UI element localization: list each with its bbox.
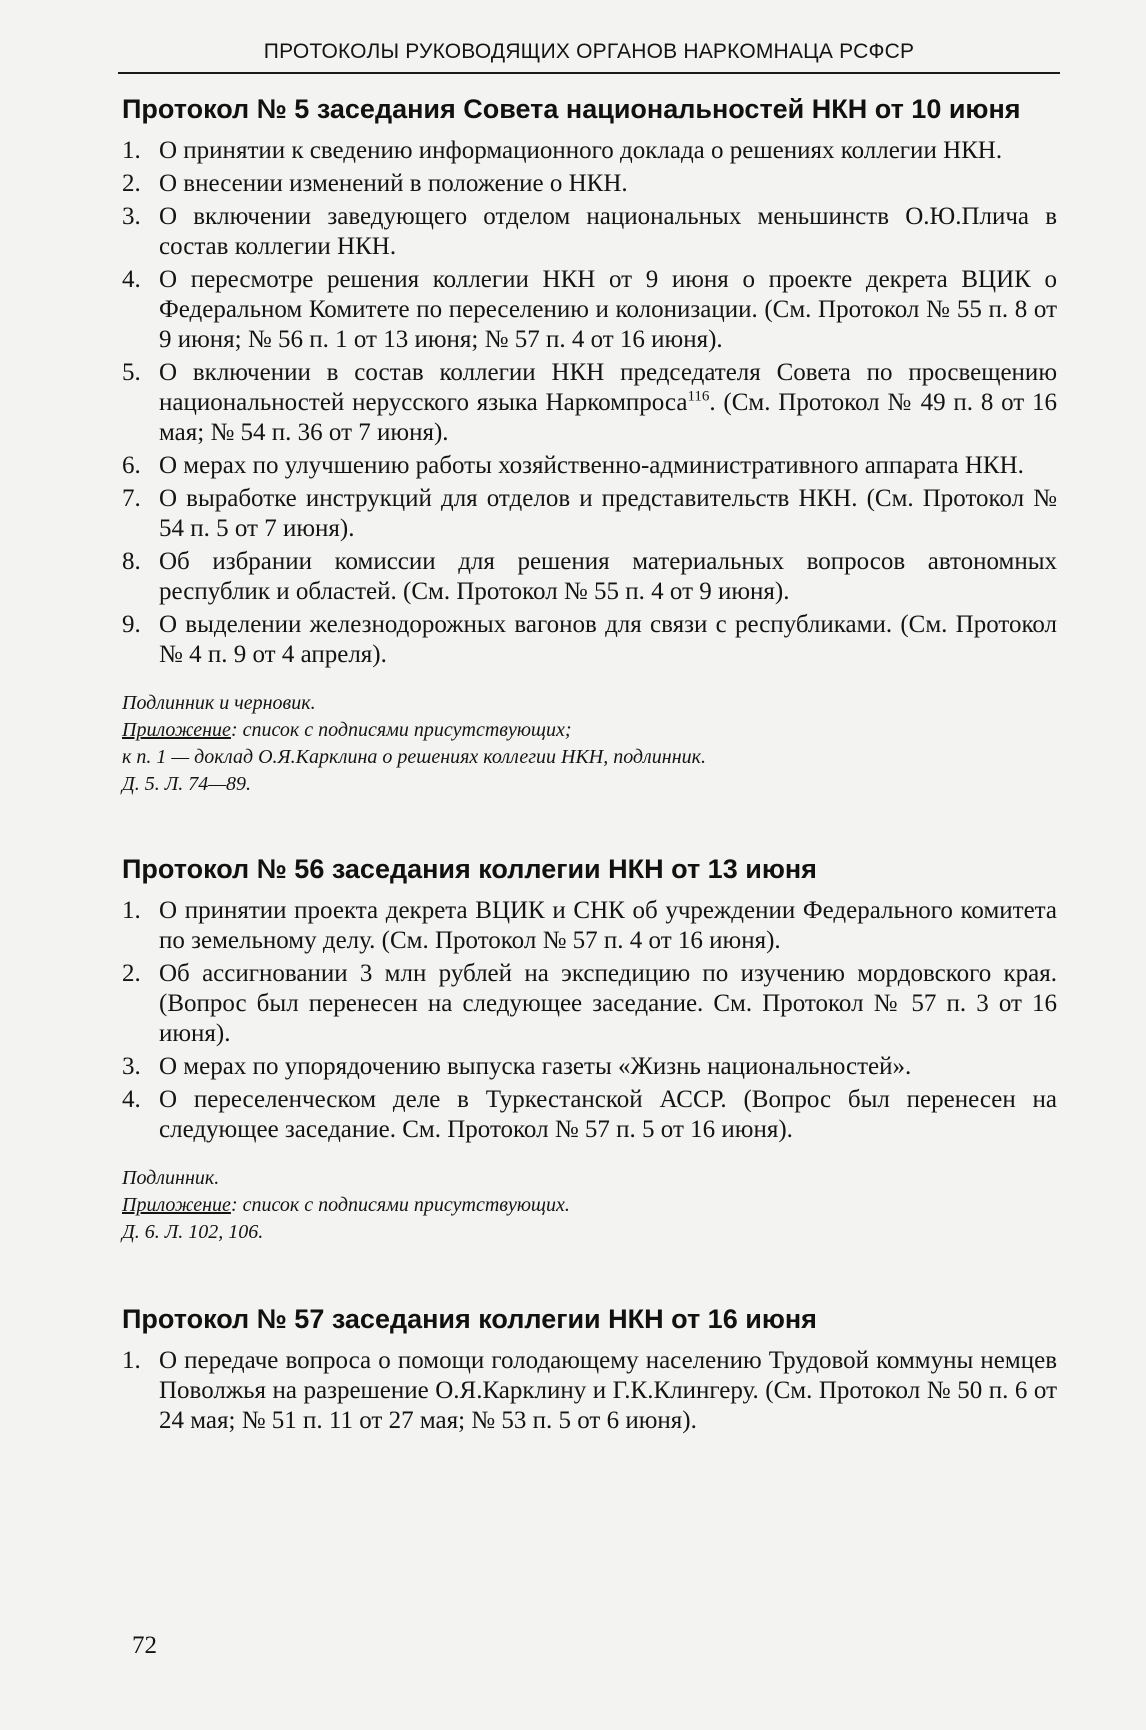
list-item: 2. О внесении изменений в положение о НКН. xyxy=(122,170,628,197)
protocol-57-title: Протокол № 57 заседания коллегии НКН от 16 июня xyxy=(122,1304,817,1334)
page-number: 72 xyxy=(132,1632,157,1659)
item-note: к п. 1 — доклад О.Я.Карклина о решениях коллегии НКН, подлинник. xyxy=(122,746,706,768)
list-item: 4. О пересмотре решения коллегии НКН от 9 июня о проекте декрета ВЦИК о Федеральном Комитете по переселению и колонизации. (См. Протокол № 55 п. 8 от 9 июня; № 56 п. 1 от 13 июня; № 57 п. 4 от 16 июня). xyxy=(122,266,1057,353)
archive-reference: Д. 5. Л. 74—89. xyxy=(122,773,252,795)
protocol-57-items xyxy=(122,1346,1057,1436)
page-content xyxy=(122,92,1057,1439)
protocol-5-notes xyxy=(122,690,1057,798)
list-item: 8. Об избрании комиссии для решения материальных вопросов автономных республик и областей. (См. Протокол № 55 п. 4 от 9 июня). xyxy=(122,548,1057,605)
protocol-5-title: Протокол № 5 заседания Совета национальностей НКН от 10 июня xyxy=(122,94,1021,124)
protocol-5-section xyxy=(122,92,1057,798)
list-item: 3. О включении заведующего отделом национальных меньшинств О.Ю.Плича в состав коллегии НКН. xyxy=(122,203,1057,260)
protocol-5-items xyxy=(122,136,1057,670)
protocol-56-section xyxy=(122,852,1057,1246)
archive-reference: Д. 6. Л. 102, 106. xyxy=(122,1221,264,1243)
list-item: 2. Об ассигновании 3 млн рублей на экспедицию по изучению мордовского края. (Вопрос был перенесен на следующее заседание. См. Протокол № 57 п. 3 от 16 июня). xyxy=(122,960,1057,1047)
list-item: 4. О переселенческом деле в Туркестанской АССР. (Вопрос был перенесен на следующее заседание. См. Протокол № 57 п. 5 от 16 июня). xyxy=(122,1086,1057,1143)
list-item: 3. О мерах по упорядочению выпуска газеты «Жизнь национальностей». xyxy=(122,1053,912,1080)
list-item: 9. О выделении железнодорожных вагонов для связи с республиками. (См. Протокол № 4 п. 9 от 4 апреля). xyxy=(122,611,1057,668)
list-item: 7. О выработке инструкций для отделов и представительств НКН. (См. Протокол № 54 п. 5 от 7 июня). xyxy=(122,485,1057,542)
appendix-note: Приложение: список с подписями присутствующих. xyxy=(122,1194,570,1216)
header-rule xyxy=(118,72,1060,74)
protocol-57-section xyxy=(122,1302,1057,1436)
footnote-marker: 116 xyxy=(687,388,710,405)
source-note: Подлинник. xyxy=(122,1167,220,1189)
running-header: ПРОТОКОЛЫ РУКОВОДЯЩИХ ОРГАНОВ НАРКОМНАЦА РСФСР xyxy=(263,40,915,63)
list-item: 5. О включении в состав коллегии НКН председателя Совета по просвещению национальностей нерусского языка Наркомпроса$^{116}$. (См. Протокол № 49 п. 8 от 16 мая; № 54 п. 36 от 7 июня). xyxy=(122,359,1057,446)
protocol-56-items xyxy=(122,896,1057,1145)
source-note: Подлинник и черновик. xyxy=(122,692,316,714)
list-item: 1. О принятии к сведению информационного доклада о решениях коллегии НКН. xyxy=(122,137,1003,164)
list-item: 6. О мерах по улучшению работы хозяйственно-административного аппарата НКН. xyxy=(122,452,1024,479)
protocol-56-title: Протокол № 56 заседания коллегии НКН от 13 июня xyxy=(122,854,817,884)
list-item: 1. О принятии проекта декрета ВЦИК и СНК об учреждении Федерального комитета по земельному делу. (См. Протокол № 57 п. 4 от 16 июня). xyxy=(122,897,1057,954)
list-item: 1. О передаче вопроса о помощи голодающему населению Трудовой коммуны немцев Поволжья на разрешение О.Я.Карклину и Г.К.Клингеру. (См. Протокол № 50 п. 6 от 24 мая; № 51 п. 11 от 27 мая; № 53 п. 5 от 6 июня). xyxy=(122,1347,1057,1434)
appendix-note: Приложение: список с подписями присутствующих; xyxy=(122,719,572,741)
protocol-56-notes xyxy=(122,1165,1057,1246)
